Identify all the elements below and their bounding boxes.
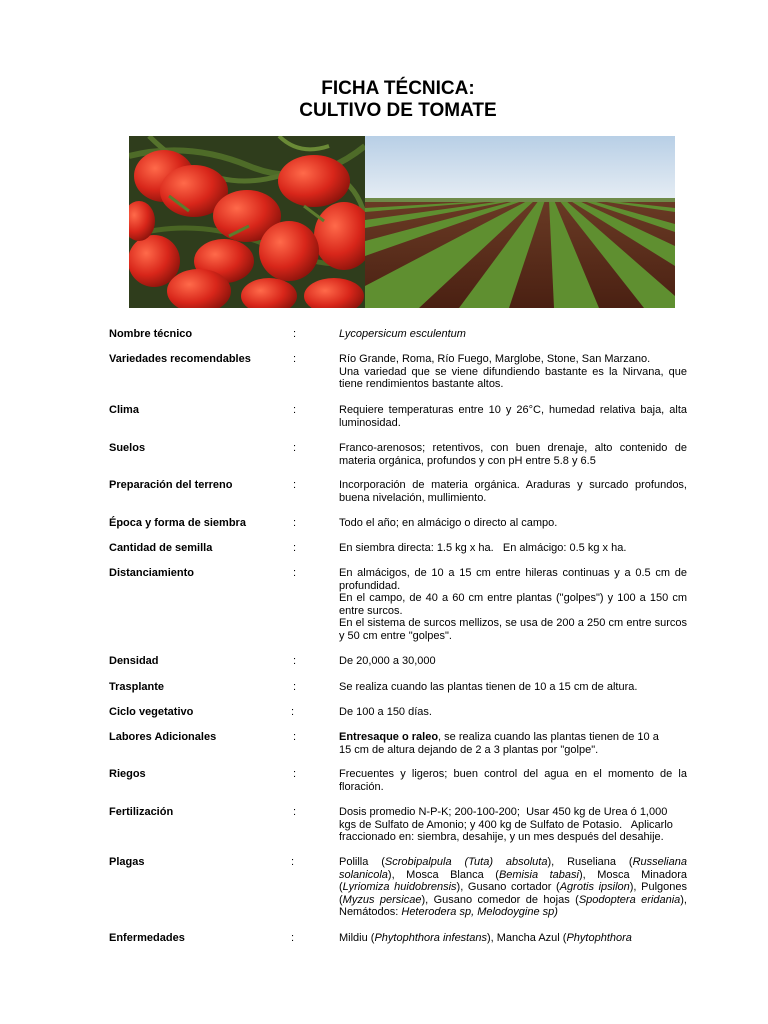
value-plagas xyxy=(339,856,687,919)
colon: : xyxy=(293,479,297,491)
enfermedades-species: Phytophthora infestans xyxy=(374,932,487,944)
colon: : xyxy=(293,517,297,529)
colon: : xyxy=(291,706,295,718)
label-plagas: Plagas xyxy=(109,856,145,868)
value-labores xyxy=(339,731,669,756)
label-fertilizacion: Fertilización xyxy=(109,806,174,818)
label-densidad: Densidad xyxy=(109,655,159,667)
plagas-text: ), Mosca Blanca ( xyxy=(387,868,499,881)
plagas-species: Agrotis ipsilon xyxy=(559,881,630,894)
plagas-species: Russeliana solanicola xyxy=(339,856,687,881)
label-preparacion: Preparación del terreno xyxy=(109,479,233,491)
label-enfermedades: Enfermedades xyxy=(109,932,185,944)
label-nombre-tecnico: Nombre técnico xyxy=(109,328,193,340)
value-suelos: Franco-arenosos; retentivos, con buen drenaje, alto contenido de materia orgánica, profundos y con pH entre 5.8 y 6.5 xyxy=(339,442,687,467)
colon: : xyxy=(293,655,297,667)
document-title xyxy=(0,78,768,122)
label-suelos: Suelos xyxy=(109,442,146,454)
colon: : xyxy=(293,404,297,416)
distanciamiento-line-3: En el sistema de surcos mellizos, se usa de 200 a 250 cm entre surcos y 50 cm entre "golpes". xyxy=(339,617,687,642)
plagas-text: ), Gusano cortador ( xyxy=(456,881,560,894)
scientific-name: Lycopersicum esculentum xyxy=(339,328,466,340)
colon: : xyxy=(293,328,297,340)
plagas-species: Bemisia tabasi xyxy=(498,868,579,881)
plagas-species: Scrobipalpula (Tuta) absoluta xyxy=(384,856,548,868)
colon: : xyxy=(293,731,297,743)
label-epoca: Época y forma de siembra xyxy=(109,517,246,529)
value-epoca: Todo el año; en almácigo o directo al campo. xyxy=(339,517,558,529)
distanciamiento-line-2: En el campo, de 40 a 60 cm entre plantas ("golpes") y 100 a 150 cm entre surcos. xyxy=(339,592,687,617)
colon: : xyxy=(293,442,297,454)
value-cantidad: En siembra directa: 1.5 kg x ha. En almácigo: 0.5 kg x ha. xyxy=(339,542,627,554)
value-preparacion: Incorporación de materia orgánica. Araduras y surcado profundos, buena nivelación, mullimiento. xyxy=(339,479,687,504)
plagas-text: ), Ruseliana ( xyxy=(547,856,633,868)
label-distanciamiento: Distanciamiento xyxy=(109,567,194,579)
value-enfermedades xyxy=(339,932,687,945)
title-line-2: CULTIVO DE TOMATE xyxy=(299,100,497,121)
plagas-species: Spodoptera eridania xyxy=(578,893,681,906)
hero-image xyxy=(129,136,675,308)
labores-rest: , se realiza cuando las plantas tienen de 10 a 15 cm de altura dejando de 2 a 3 plantas por "golpe". xyxy=(339,731,659,756)
label-ciclo: Ciclo vegetativo xyxy=(109,706,194,718)
plagas-text: ), Pulgones ( xyxy=(339,881,687,906)
enfermedades-species: Phytophthora xyxy=(566,932,632,944)
plagas-species: Lyriomiza huidobrensis xyxy=(342,881,457,894)
value-ciclo: De 100 a 150 días. xyxy=(339,706,432,718)
colon: : xyxy=(291,856,295,868)
value-variedades xyxy=(339,353,687,391)
value-trasplante: Se realiza cuando las plantas tienen de 10 a 15 cm de altura. xyxy=(339,681,638,693)
label-cantidad: Cantidad de semilla xyxy=(109,542,213,554)
value-nombre-tecnico xyxy=(339,328,687,341)
plagas-species: Myzus persicae xyxy=(342,893,422,906)
label-trasplante: Trasplante xyxy=(109,681,165,693)
colon: : xyxy=(291,932,295,944)
value-densidad: De 20,000 a 30,000 xyxy=(339,655,436,667)
variedades-line-1: Río Grande, Roma, Río Fuego, Marglobe, Stone, San Marzano. xyxy=(339,353,651,365)
colon: : xyxy=(293,567,297,579)
plagas-text: ), Gusano comedor de hojas ( xyxy=(421,893,579,906)
colon: : xyxy=(293,353,297,365)
labores-bold: Entresaque o raleo xyxy=(339,731,439,743)
label-variedades: Variedades recomendables xyxy=(109,353,251,365)
value-riegos: Frecuentes y ligeros; buen control del agua en el momento de la floración. xyxy=(339,768,687,793)
value-fertilizacion: Dosis promedio N-P-K; 200-100-200; Usar 450 kg de Urea ó 1,000 kgs de Sulfato de Amonio; y 400 kg de Sulfato de Potasio. Aplicarlo fraccionado en: siembra, desahije, y un mes después del desahije. xyxy=(339,806,676,844)
title-line-1: FICHA TÉCNICA: xyxy=(321,78,475,99)
tomatoes-photo xyxy=(129,136,374,308)
colon: : xyxy=(293,768,297,780)
label-clima: Clima xyxy=(109,404,139,416)
value-distanciamiento xyxy=(339,567,687,643)
enfermedades-text: Mildiu ( xyxy=(339,932,375,944)
variedades-line-2: Una variedad que se viene difundiendo bastante es la Nirvana, que tiene rendimientos bastante altos. xyxy=(339,365,687,391)
enfermedades-text: ), Mancha Azul ( xyxy=(486,932,567,944)
plagas-text: Polilla ( xyxy=(339,856,385,868)
label-labores: Labores Adicionales xyxy=(109,731,217,743)
plagas-text: ), Mosca Minadora ( xyxy=(339,868,687,894)
label-riegos: Riegos xyxy=(109,768,146,780)
plagas-text: ), Nemátodos: xyxy=(339,893,687,919)
value-clima: Requiere temperaturas entre 10 y 26°C, humedad relativa baja, alta luminosidad. xyxy=(339,404,687,429)
colon: : xyxy=(293,681,297,693)
distanciamiento-line-1: En almácigos, de 10 a 15 cm entre hileras continuas y a 0.5 cm de profundidad. xyxy=(339,567,687,592)
colon: : xyxy=(293,806,297,818)
colon: : xyxy=(293,542,297,554)
plagas-species: Heterodera sp, Melodoygine sp) xyxy=(401,906,558,919)
field-photo xyxy=(365,136,675,308)
